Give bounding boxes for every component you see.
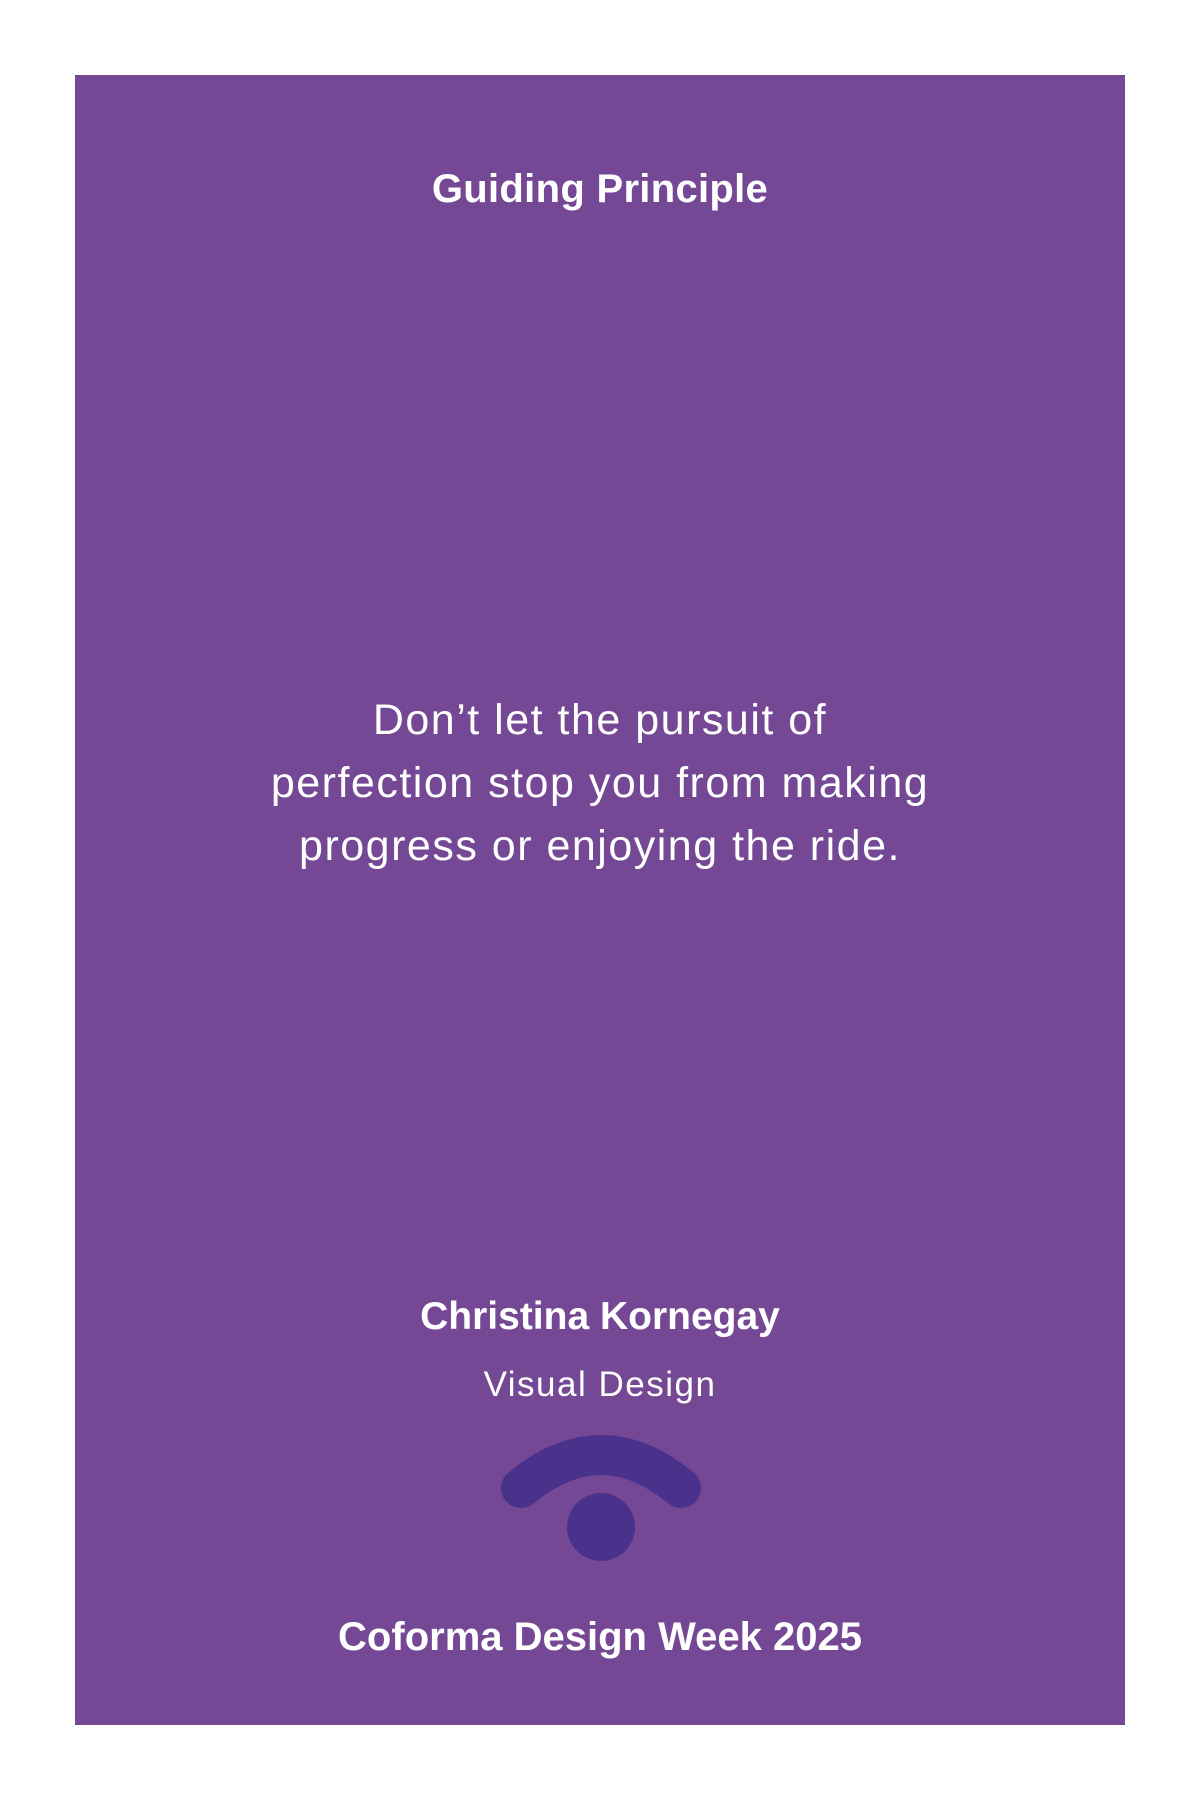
author-name: Christina Kornegay (420, 1295, 780, 1338)
quote-line: Don’t let the pursuit of (372, 696, 828, 744)
quote (200, 689, 1000, 878)
coforma-logo-icon (499, 1430, 703, 1566)
quote-line: progress or enjoying the ride. (299, 822, 901, 870)
section-title: Guiding Principle (431, 167, 769, 211)
logo-arc (521, 1455, 681, 1488)
author-role: Visual Design (483, 1365, 717, 1404)
logo-dot (567, 1493, 635, 1561)
quote-line: perfection stop you from making (270, 759, 930, 807)
poster-card (75, 75, 1125, 1725)
event-name: Coforma Design Week 2025 (338, 1615, 862, 1659)
